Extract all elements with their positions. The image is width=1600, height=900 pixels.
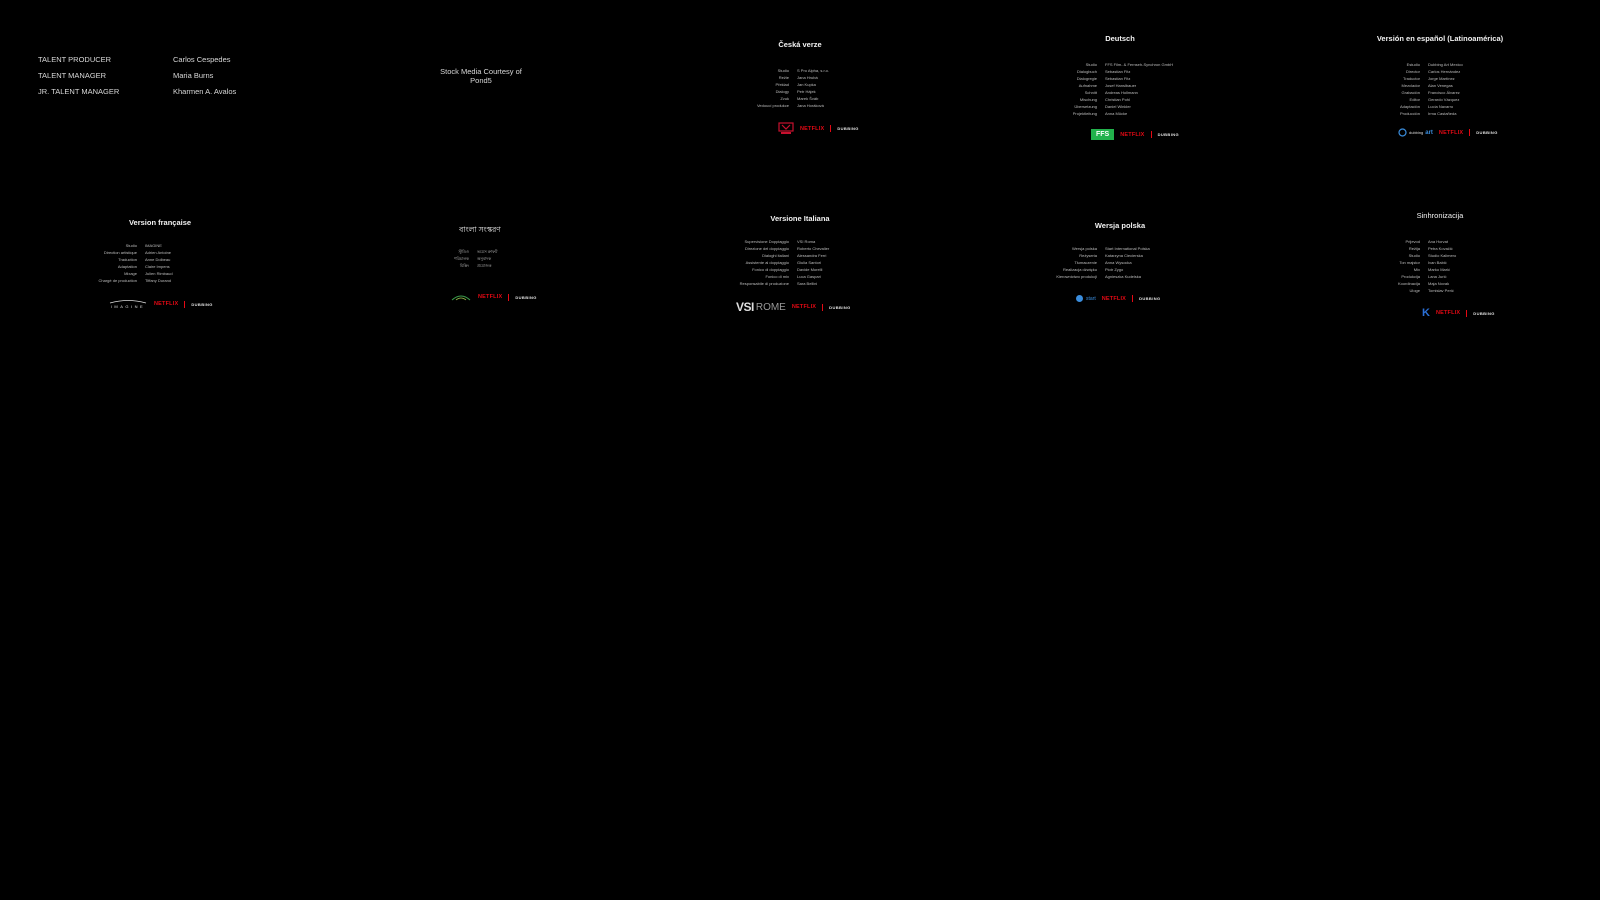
- person-name: Marek Šváb: [797, 96, 819, 101]
- credit-row: [725, 245, 887, 252]
- role-label: Produkcija: [1401, 274, 1420, 279]
- role-label: Fonico di doppiaggio: [752, 267, 789, 272]
- role-label: Adaptation: [117, 264, 137, 269]
- person-name: Adrien Antoine: [145, 250, 172, 255]
- role-label: মিক্সিং: [459, 263, 469, 268]
- logo-text: start: [1086, 295, 1096, 302]
- credit-row: [1033, 252, 1195, 259]
- credit-role: JR. TALENT MANAGER: [38, 86, 120, 96]
- credit-row: [1033, 266, 1195, 273]
- person-name: Jorge Martínez: [1428, 76, 1455, 81]
- logo-text-accent: art: [1425, 129, 1433, 136]
- ffs-logo: FFS: [1091, 129, 1114, 140]
- person-name: Alessandra Ferri: [797, 253, 827, 258]
- credit-row: [1033, 245, 1195, 252]
- imagine-logo: [108, 299, 148, 309]
- person-name: Tomislav Perić: [1428, 288, 1454, 293]
- person-name: Jan Kupka: [797, 82, 816, 87]
- credit-row: [73, 263, 235, 270]
- credit-row: [725, 88, 887, 95]
- credit-row: [1356, 110, 1518, 117]
- person-name: Agnieszka Kudelska: [1105, 274, 1142, 279]
- person-name: Petr Hájek: [797, 89, 816, 94]
- person-name: Sara Bellini: [797, 281, 818, 286]
- netflix-logo: NETFLIX: [1438, 129, 1464, 136]
- talent-credits: [38, 51, 236, 99]
- person-name: Gerardo Vázquez: [1428, 97, 1460, 102]
- credit-row: [1033, 259, 1195, 266]
- role-label: Chargé de production: [98, 278, 137, 283]
- credit-row: [1033, 110, 1195, 117]
- role-label: Direction artistique: [103, 250, 137, 255]
- person-name: Francisco Álvarez: [1428, 90, 1460, 95]
- credit-row: [1033, 89, 1195, 96]
- credit-row: [725, 266, 887, 273]
- start-logo: [1075, 294, 1096, 303]
- person-name: Andreas Hollmann: [1105, 90, 1138, 95]
- role-label: Mischung: [1079, 97, 1097, 102]
- person-name: FFS Film- & Fernseh-Synchron GmbH: [1105, 62, 1174, 67]
- credit-row: [725, 238, 887, 245]
- role-label: Responsabile di produzione: [739, 281, 789, 286]
- credit-name: Maria Burns: [173, 70, 214, 80]
- logo-divider: [184, 301, 185, 308]
- media-courtesy: Stock Media Courtesy of Pond5: [440, 67, 522, 85]
- netflix-logo: NETFLIX: [1101, 295, 1127, 302]
- person-name: Dubbing Art Mexico: [1428, 62, 1463, 67]
- role-label: স্টুডিও: [458, 249, 469, 254]
- role-label: Mezclador: [1401, 83, 1420, 88]
- person-name: Anna Wysocka: [1105, 260, 1132, 265]
- card-title: Versione Italiana: [770, 214, 830, 223]
- credit-row: [73, 242, 235, 249]
- studio-logo-icon: [778, 122, 794, 135]
- credit-row: [73, 249, 235, 256]
- credit-row: [725, 280, 887, 287]
- credit-row: [725, 74, 887, 81]
- logo-text: VSI: [736, 300, 754, 314]
- credit-row: [405, 249, 567, 256]
- role-label: Übersetzung: [1074, 104, 1097, 109]
- logo-divider: [1469, 129, 1470, 136]
- logo-divider: [508, 294, 509, 301]
- role-label: Dialogy: [775, 89, 789, 94]
- credit-row: [1033, 96, 1195, 103]
- person-name: Petra Kovačić: [1428, 246, 1453, 251]
- role-label: Adaptación: [1399, 104, 1420, 109]
- card-title: Sinhronizacija: [1416, 211, 1464, 220]
- card-polish: [1020, 221, 1220, 302]
- role-label: Studio: [1085, 62, 1097, 67]
- card-title: Česká verze: [778, 40, 822, 49]
- credit-row: [1356, 252, 1518, 259]
- person-name: Ivan Babić: [1428, 260, 1447, 265]
- role-label: Kierownictwo produkcji: [1056, 274, 1097, 279]
- credit-row: [725, 67, 887, 74]
- credit-row: [1033, 68, 1195, 75]
- person-name: ভয়েস ক্রাফট: [477, 249, 498, 254]
- card-title: Wersja polska: [1094, 221, 1146, 230]
- credit-row: [1356, 82, 1518, 89]
- role-label: Dialoghi italiani: [762, 253, 789, 258]
- person-name: Marko Marić: [1428, 267, 1451, 272]
- person-name: অনুবাদক: [477, 256, 492, 261]
- netflix-logo: NETFLIX: [1120, 131, 1145, 138]
- credit-row: [1356, 75, 1518, 82]
- person-name: Maja Novak: [1428, 281, 1450, 286]
- person-name: S Pro Alpha, s.r.o.: [797, 68, 830, 73]
- person-name: Sebastian Fitz: [1105, 76, 1131, 81]
- role-label: Studio: [125, 243, 137, 248]
- person-name: Christian Pohl: [1105, 97, 1130, 102]
- person-name: Anna Mücke: [1105, 111, 1128, 116]
- credit-row: [38, 51, 236, 67]
- credit-row: [1356, 103, 1518, 110]
- role-label: Reżyseria: [1079, 253, 1097, 258]
- credit-row: [1356, 273, 1518, 280]
- netflix-logo: NETFLIX: [154, 301, 179, 307]
- kalimero-logo: K: [1422, 307, 1430, 319]
- role-label: Fonico di mix: [765, 274, 789, 279]
- credit-row: [1033, 82, 1195, 89]
- card-title: বাংলা সংস্করণ: [459, 225, 501, 234]
- credit-row: [1356, 238, 1518, 245]
- credit-row: [1356, 245, 1518, 252]
- person-name: Ana Horvat: [1428, 239, 1449, 244]
- credit-row: [1356, 61, 1518, 68]
- dubbing-logo: DUBBING: [1157, 132, 1180, 137]
- dubbing-logo: DUBBING: [1476, 130, 1498, 135]
- person-name: Start International Polska: [1105, 246, 1150, 251]
- role-label: Ton majstor: [1399, 260, 1420, 265]
- dubbing-logo: DUBBING: [1139, 296, 1161, 301]
- credit-row: [725, 252, 887, 259]
- logo-divider: [830, 125, 831, 132]
- role-label: Estudio: [1406, 62, 1420, 67]
- dubbing-logo: DUBBING: [1473, 310, 1495, 316]
- person-name: Lana Jurić: [1428, 274, 1447, 279]
- role-label: Koordinacija: [1397, 281, 1420, 286]
- person-name: VSI Roma: [797, 239, 816, 244]
- person-name: Studio Kalimero: [1428, 253, 1457, 258]
- person-name: Anne Dolbeau: [145, 257, 171, 262]
- card-spanish: [1340, 34, 1540, 136]
- role-label: Studio: [1408, 253, 1420, 258]
- logo-divider: [1466, 310, 1467, 317]
- role-label: Mix: [1413, 267, 1420, 272]
- credit-row: [1356, 89, 1518, 96]
- person-name: Irma Castañeda: [1428, 111, 1457, 116]
- role-label: Wersja polska: [1071, 246, 1097, 251]
- vsi-rome-logo: [736, 300, 786, 314]
- person-name: Davide Morelli: [797, 267, 823, 272]
- role-label: Assistente al doppiaggio: [745, 260, 789, 265]
- person-name: Tiffany Durand: [145, 278, 172, 283]
- role-label: Schnitt: [1084, 90, 1097, 95]
- role-label: Překlad: [775, 82, 789, 87]
- role-label: Režie: [778, 75, 789, 80]
- card-german: [1020, 34, 1220, 138]
- credit-row: [1356, 259, 1518, 266]
- role-label: Direzione del doppiaggio: [744, 246, 789, 251]
- credit-row: [1356, 266, 1518, 273]
- circle-logo-icon: [1398, 128, 1407, 137]
- person-name: Sebastian Fitz: [1105, 69, 1131, 74]
- role-label: Tłumaczenie: [1074, 260, 1097, 265]
- credit-row: [38, 83, 236, 99]
- netflix-logo: NETFLIX: [791, 304, 817, 310]
- role-label: Grabación: [1401, 90, 1420, 95]
- person-name: Lucía Navarro: [1428, 104, 1454, 109]
- card-czech: [700, 40, 900, 132]
- netflix-logo: NETFLIX: [1435, 310, 1461, 316]
- credit-row: [1356, 287, 1518, 294]
- person-name: Giulia Santori: [797, 260, 822, 265]
- role-label: Realizacja dźwięku: [1062, 267, 1097, 272]
- role-label: Mixage: [124, 271, 137, 276]
- role-label: Editor: [1409, 97, 1420, 102]
- role-label: পরিচালক: [453, 256, 469, 261]
- person-name: Claire Impens: [145, 264, 170, 269]
- credit-row: [725, 81, 887, 88]
- role-label: Dialogbuch: [1076, 69, 1097, 74]
- card-title: Versión en español (Latinoamérica): [1376, 34, 1504, 43]
- role-label: Uloge: [1409, 288, 1420, 293]
- leaf-logo-icon: [450, 292, 472, 302]
- person-name: Piotr Zygo: [1105, 267, 1124, 272]
- dubbing-logo: DUBBING: [515, 294, 537, 300]
- card-title: Deutsch: [1105, 34, 1135, 43]
- logo-text: IMAGINE: [110, 304, 146, 309]
- role-label: Supervisione Doppiaggio: [744, 239, 789, 244]
- dubbing-logo: DUBBING: [191, 301, 213, 307]
- role-label: Aufnahme: [1078, 83, 1097, 88]
- dubbing-art-logo: [1398, 128, 1433, 137]
- credit-name: Kharmen A. Avalos: [173, 86, 237, 96]
- logo-text-accent: ROME: [755, 301, 786, 313]
- person-name: Katarzyna Ciecierska: [1105, 253, 1143, 258]
- card-croatian: [1340, 211, 1540, 319]
- logo-text: dubbing: [1409, 130, 1424, 135]
- credit-row: [1356, 96, 1518, 103]
- person-name: Jana Hrubá: [797, 75, 818, 80]
- role-label: Traductor: [1403, 76, 1420, 81]
- credit-row: [725, 259, 887, 266]
- credit-role: TALENT PRODUCER: [38, 54, 112, 64]
- role-label: Vedoucí produkce: [756, 103, 789, 108]
- role-label: Studio: [777, 68, 789, 73]
- credit-row: [38, 67, 236, 83]
- credit-row: [405, 256, 567, 263]
- person-name: IMAGINE: [145, 243, 162, 248]
- role-label: Director: [1405, 69, 1420, 74]
- role-label: Producción: [1399, 111, 1420, 116]
- dubbing-logo: DUBBING: [829, 304, 851, 310]
- credit-role: TALENT MANAGER: [38, 70, 107, 80]
- dubbing-logo: DUBBING: [837, 126, 859, 131]
- credit-row: [1033, 103, 1195, 110]
- person-name: Daniel Winkler: [1105, 104, 1131, 109]
- credit-name: Carlos Cespedes: [173, 54, 231, 64]
- card-bengali: [380, 225, 580, 300]
- logo-divider: [822, 304, 823, 311]
- person-name: Jana Horáková: [797, 103, 824, 108]
- logo-divider: [1151, 131, 1152, 138]
- globe-logo-icon: [1075, 294, 1084, 303]
- role-label: Režija: [1408, 246, 1420, 251]
- credit-row: [73, 256, 235, 263]
- credit-row: [1356, 280, 1518, 287]
- card-italian: [700, 214, 900, 314]
- role-label: Dialogregie: [1076, 76, 1097, 81]
- card-french: [60, 218, 260, 309]
- credit-row: [1033, 273, 1195, 280]
- credit-row: [725, 95, 887, 102]
- credit-row: [405, 263, 567, 270]
- card-title: Version française: [128, 218, 192, 227]
- role-label: Prijevod: [1405, 239, 1420, 244]
- credit-row: [725, 102, 887, 109]
- netflix-logo: NETFLIX: [478, 294, 503, 300]
- netflix-logo: NETFLIX: [800, 125, 825, 132]
- person-name: প্রযোজক: [477, 263, 492, 268]
- credit-row: [73, 270, 235, 277]
- credit-row: [1356, 68, 1518, 75]
- person-name: Roberto Chevalier: [797, 246, 830, 251]
- person-name: Luca Gaspari: [797, 274, 821, 279]
- credit-row: [725, 273, 887, 280]
- person-name: Carlos Hernández: [1428, 69, 1461, 74]
- person-name: Alan Venegas: [1428, 83, 1453, 88]
- role-label: Zvuk: [780, 96, 789, 101]
- role-label: Traduction: [118, 257, 137, 262]
- role-label: Projektleitung: [1072, 111, 1097, 116]
- person-name: Josef Hanslbauer: [1105, 83, 1137, 88]
- logo-divider: [1132, 295, 1133, 302]
- person-name: Julien Rimbaud: [145, 271, 173, 276]
- credit-row: [73, 277, 235, 284]
- credit-row: [1033, 75, 1195, 82]
- credit-row: [1033, 61, 1195, 68]
